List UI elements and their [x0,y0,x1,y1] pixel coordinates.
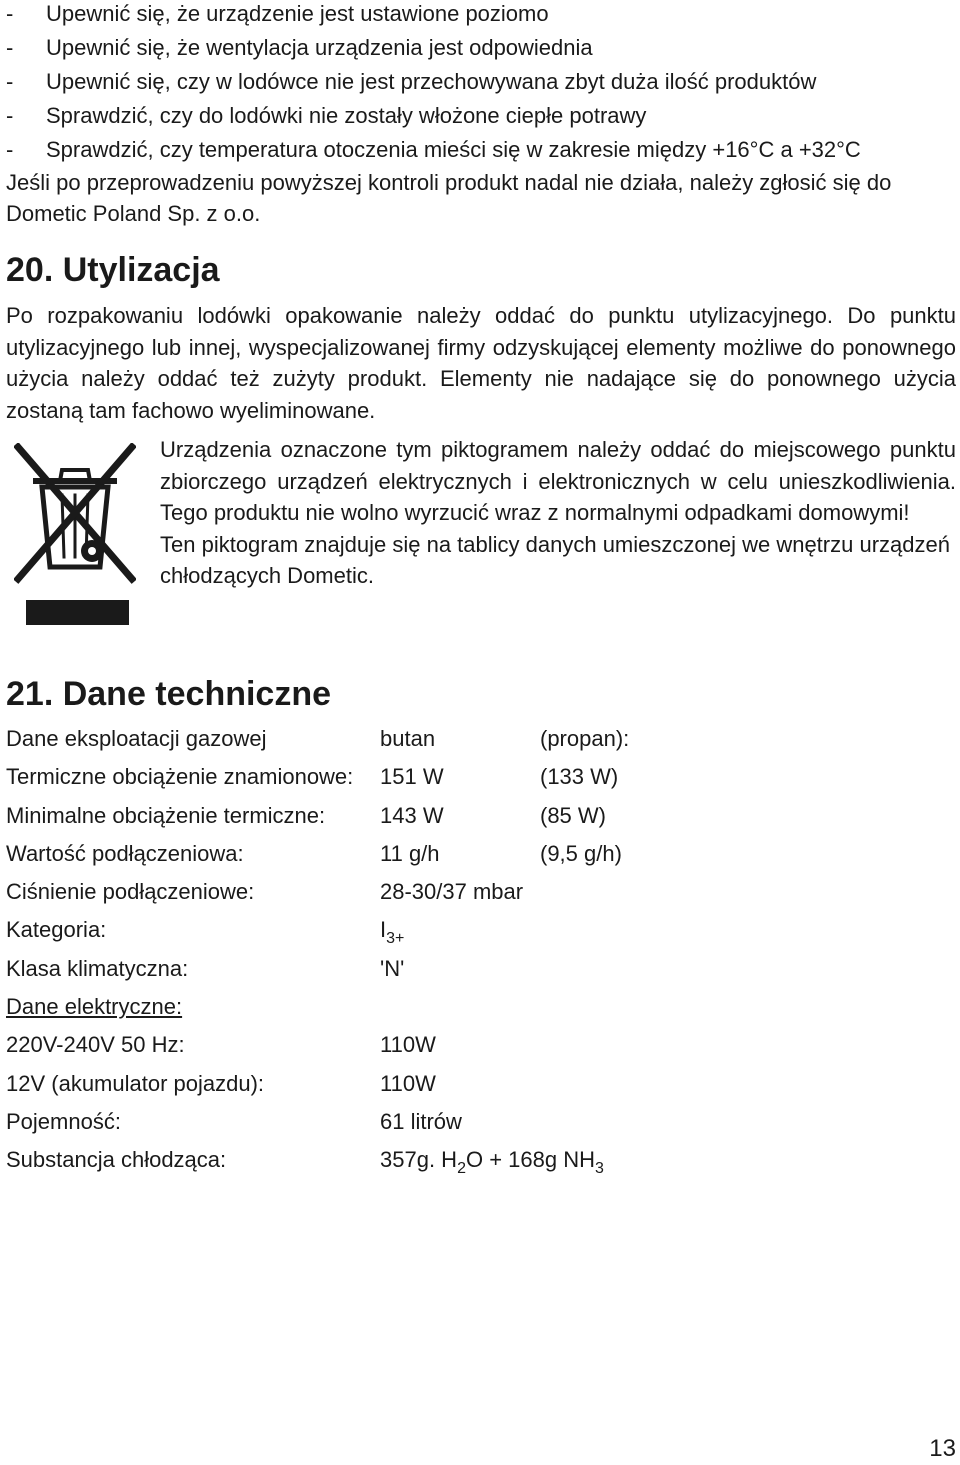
spec-label: 220V-240V 50 Hz: [6,1032,185,1058]
weee-pictogram-location-text: Ten piktogram znajduje się na tablicy danych umieszczonej we wnętrzu urządzeń chłodzących Dometic. [160,531,950,588]
troubleshooting-checklist [6,0,956,167]
checklist-item-text: Sprawdzić, czy temperatura otoczenia mieści się w zakresie między +16°C a +32°C [46,137,861,162]
spec-value: 143 W [380,802,444,828]
checklist-item [6,31,956,65]
disposal-paragraph: Po rozpakowaniu lodówki opakowanie należy oddać do punktu utylizacyjnego. Do punktu utylizacyjnego lub innej, wyspecjalizowanej firmy odzyskującej elementy możliwe do ponownego użycia należy oddać też zużyty produkt. Elementy nie nadające się do ponownego użycia zostaną tam fachowo wyeliminowane. [6,303,956,423]
spec-value: 11 g/h [380,840,440,866]
table-row [6,911,956,949]
spec-label: Klasa klimatyczna: [6,955,189,981]
checklist-item [6,99,956,133]
refrigerant-part-a: 357g. H [380,1147,458,1173]
spec-label: Pojemność: [6,1108,121,1134]
spec-value [380,1141,604,1179]
spec-label: Ciśnienie podłączeniowe: [6,879,255,905]
spec-label: 12V (akumulator pojazdu): [6,1070,265,1096]
checklist-item-text: Upewnić się, że wentylacja urządzenia jest odpowiednia [46,35,593,60]
spec-label: Wartość podłączeniowa: [6,840,244,866]
spec-value: 'N' [380,955,405,981]
table-row [6,758,956,796]
page-number: 13 [929,1435,956,1462]
checklist-item-text: Sprawdzić, czy do lodówki nie zostały włożone ciepłe potrawy [46,103,647,128]
table-row [6,835,956,873]
spec-value-alt: (propan): [540,726,630,751]
spec-value: 151 W [380,764,444,790]
section-heading-technical-data: 21. Dane techniczne [6,675,332,713]
electrical-data-subheading: Dane elektryczne: [6,994,183,1020]
table-row [6,720,956,758]
table-row [6,1141,956,1179]
category-subscript: 3+ [386,930,405,948]
table-row [6,988,956,1026]
list-dash: - [6,69,14,94]
table-row [6,950,956,988]
spec-label: Termiczne obciążenie znamionowe: [6,764,354,790]
spec-label: Minimalne obciążenie termiczne: [6,802,326,828]
checklist-item [6,65,956,99]
checklist-item [6,133,956,167]
spec-value: 28-30/37 mbar [380,879,524,905]
spec-label: Substancja chłodząca: [6,1147,227,1173]
table-row [6,1026,956,1064]
crossed-out-wheelie-bin-icon [14,443,136,628]
list-dash: - [6,137,14,162]
spec-value-alt: (85 W) [540,802,606,828]
table-row [6,873,956,911]
table-row [6,797,956,835]
section-heading-disposal: 20. Utylizacja [6,251,220,289]
list-dash: - [6,35,14,60]
checklist-item-text: Upewnić się, że urządzenie jest ustawione poziomo [46,1,549,26]
spec-value-alt: (9,5 g/h) [540,840,622,866]
refrigerant-part-b: O + 168g NH [465,1147,595,1173]
checklist-item-text: Upewnić się, czy w lodówce nie jest przechowywana zbyt duża ilość produktów [46,69,817,94]
weee-notice-text: Urządzenia oznaczone tym piktogramem należy oddać do miejscowego punktu zbiorczego urządzeń elektrycznych i elektronicznych w celu unieszkodliwienia. Tego produktu nie wolno wyrzucić wraz z normalnymi odpadkami domowymi! [160,437,956,525]
spec-value [380,911,404,949]
spec-value-alt: (133 W) [540,764,619,790]
spec-value: 110W [380,1032,436,1058]
service-contact-note: Jeśli po przeprowadzeniu powyższej kontroli produkt nadal nie działa, należy zgłosić się do Dometic Poland Sp. z o.o. [6,170,892,226]
table-row [6,1065,956,1103]
table-row [6,1103,956,1141]
technical-data-table [6,720,956,1180]
spec-value: butan [380,726,436,751]
refrigerant-subscript-a: 2 [457,1160,466,1178]
list-dash: - [6,1,14,26]
spec-value: 110W [380,1070,436,1096]
spec-value: 61 litrów [380,1108,462,1134]
refrigerant-subscript-b: 3 [594,1160,604,1178]
list-dash: - [6,103,14,128]
spec-label: Kategoria: [6,917,107,943]
spec-label: Dane eksploatacji gazowej [6,726,267,751]
category-symbol: I [380,917,387,943]
checklist-item [6,0,956,31]
weee-notice [160,434,956,592]
